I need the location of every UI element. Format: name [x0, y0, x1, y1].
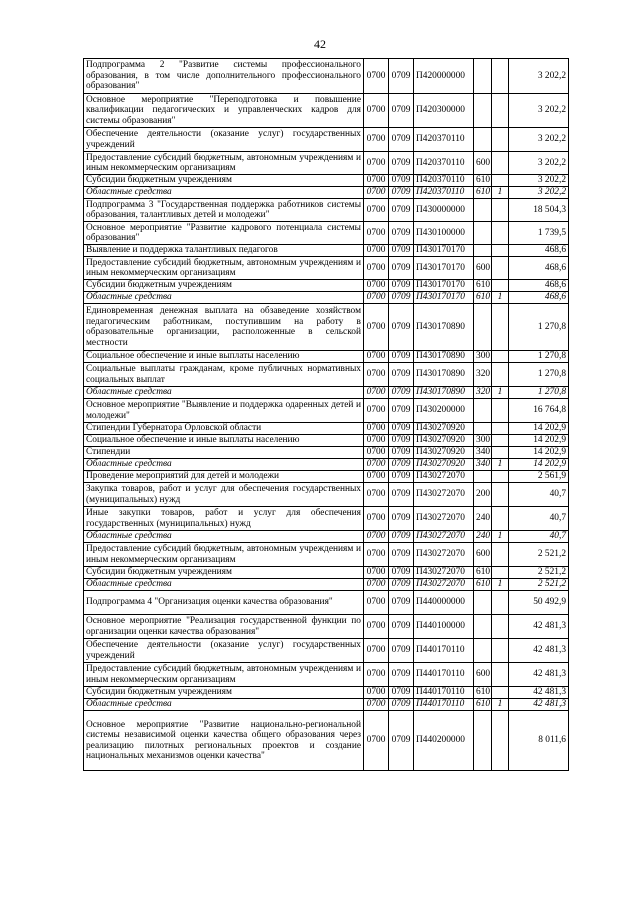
amount: 40,7	[509, 531, 569, 543]
subsection-code: 0709	[389, 59, 414, 94]
table-row	[84, 59, 569, 94]
table-row	[84, 591, 569, 615]
section-code: 0700	[364, 447, 389, 459]
page-number: 42	[314, 37, 326, 51]
target-article-code: П430170170	[414, 292, 474, 304]
table-row	[84, 639, 569, 663]
amount: 2 521,2	[509, 567, 569, 579]
row-name: Областные средства	[84, 187, 364, 199]
target-article-code: П440170110	[414, 663, 474, 687]
section-code: 0700	[364, 639, 389, 663]
target-article-code: П430170890	[414, 351, 474, 363]
table-row	[84, 152, 569, 175]
row-name: Иные закупки товаров, работ и услуг для обеспечения государственных (муниципальных) нужд	[84, 507, 364, 531]
target-article-code: П430270920	[414, 459, 474, 471]
row-name: Основное мероприятие "Выявление и поддержка одаренных детей и молодежи"	[84, 399, 364, 423]
subsection-code: 0709	[389, 280, 414, 292]
expense-type-code: 340	[474, 459, 492, 471]
section-code: 0700	[364, 399, 389, 423]
target-article-code: П420000000	[414, 59, 474, 94]
funding-source-code: 1	[492, 531, 509, 543]
expense-type-code: 320	[474, 363, 492, 387]
expense-type-code	[474, 591, 492, 615]
expense-type-code	[474, 304, 492, 351]
target-article-code: П430272070	[414, 543, 474, 567]
subsection-code: 0709	[389, 435, 414, 447]
funding-source-code	[492, 711, 509, 771]
subsection-code: 0709	[389, 351, 414, 363]
funding-source-code	[492, 304, 509, 351]
expense-type-code	[474, 399, 492, 423]
funding-source-code: 1	[492, 387, 509, 399]
amount: 42 481,3	[509, 615, 569, 639]
subsection-code: 0709	[389, 579, 414, 591]
subsection-code: 0709	[389, 615, 414, 639]
section-code: 0700	[364, 471, 389, 483]
row-name: Обеспечение деятельности (оказание услуг) государственных учреждений	[84, 128, 364, 152]
funding-source-code: 1	[492, 699, 509, 711]
row-name: Областные средства	[84, 531, 364, 543]
amount: 468,6	[509, 257, 569, 280]
table-row	[84, 280, 569, 292]
row-name: Областные средства	[84, 459, 364, 471]
table-row	[84, 292, 569, 304]
section-code: 0700	[364, 423, 389, 435]
row-name: Субсидии бюджетным учреждениям	[84, 280, 364, 292]
expense-type-code	[474, 711, 492, 771]
section-code: 0700	[364, 615, 389, 639]
target-article-code: П440170110	[414, 687, 474, 699]
funding-source-code	[492, 351, 509, 363]
subsection-code: 0709	[389, 423, 414, 435]
target-article-code: П440000000	[414, 591, 474, 615]
expense-type-code	[474, 615, 492, 639]
amount: 42 481,3	[509, 663, 569, 687]
row-name: Предоставление субсидий бюджетным, автономным учреждениям и иным некоммерческим организациям	[84, 663, 364, 687]
funding-source-code	[492, 423, 509, 435]
subsection-code: 0709	[389, 304, 414, 351]
section-code: 0700	[364, 579, 389, 591]
funding-source-code	[492, 615, 509, 639]
row-name: Основное мероприятие "Развитие кадрового потенциала системы образования"	[84, 222, 364, 245]
expense-type-code: 610	[474, 292, 492, 304]
subsection-code: 0709	[389, 199, 414, 222]
funding-source-code	[492, 591, 509, 615]
section-code: 0700	[364, 663, 389, 687]
section-code: 0700	[364, 280, 389, 292]
section-code: 0700	[364, 351, 389, 363]
target-article-code: П440170110	[414, 699, 474, 711]
row-name: Субсидии бюджетным учреждениям	[84, 567, 364, 579]
subsection-code: 0709	[389, 94, 414, 128]
table-row	[84, 222, 569, 245]
table-row	[84, 531, 569, 543]
row-name: Выявление и поддержка талантливых педагогов	[84, 245, 364, 257]
target-article-code: П430272070	[414, 567, 474, 579]
amount: 3 202,2	[509, 94, 569, 128]
funding-source-code: 1	[492, 187, 509, 199]
section-code: 0700	[364, 175, 389, 187]
table-row	[84, 245, 569, 257]
subsection-code: 0709	[389, 152, 414, 175]
table-row	[84, 128, 569, 152]
expense-type-code: 600	[474, 663, 492, 687]
section-code: 0700	[364, 257, 389, 280]
section-code: 0700	[364, 483, 389, 507]
row-name: Субсидии бюджетным учреждениям	[84, 687, 364, 699]
section-code: 0700	[364, 94, 389, 128]
funding-source-code: 1	[492, 459, 509, 471]
target-article-code: П440100000	[414, 615, 474, 639]
subsection-code: 0709	[389, 543, 414, 567]
budget-table	[83, 58, 569, 771]
expense-type-code	[474, 471, 492, 483]
funding-source-code	[492, 447, 509, 459]
funding-source-code	[492, 639, 509, 663]
amount: 3 202,2	[509, 187, 569, 199]
expense-type-code	[474, 222, 492, 245]
table-row	[84, 483, 569, 507]
table-row	[84, 423, 569, 435]
table-row	[84, 711, 569, 771]
section-code: 0700	[364, 387, 389, 399]
subsection-code: 0709	[389, 531, 414, 543]
expense-type-code: 610	[474, 187, 492, 199]
table-row	[84, 175, 569, 187]
row-name: Социальные выплаты гражданам, кроме публичных нормативных социальных выплат	[84, 363, 364, 387]
subsection-code: 0709	[389, 387, 414, 399]
target-article-code: П430272070	[414, 507, 474, 531]
funding-source-code	[492, 199, 509, 222]
target-article-code: П430270920	[414, 435, 474, 447]
expense-type-code	[474, 245, 492, 257]
subsection-code: 0709	[389, 711, 414, 771]
expense-type-code	[474, 94, 492, 128]
row-name: Субсидии бюджетным учреждениям	[84, 175, 364, 187]
table-row	[84, 699, 569, 711]
amount: 3 202,2	[509, 152, 569, 175]
amount: 14 202,9	[509, 423, 569, 435]
amount: 2 521,2	[509, 543, 569, 567]
table-row	[84, 435, 569, 447]
table-row	[84, 187, 569, 199]
section-code: 0700	[364, 711, 389, 771]
table-row	[84, 94, 569, 128]
table-row	[84, 387, 569, 399]
subsection-code: 0709	[389, 257, 414, 280]
amount: 42 481,3	[509, 699, 569, 711]
table-row	[84, 567, 569, 579]
subsection-code: 0709	[389, 245, 414, 257]
amount: 50 492,9	[509, 591, 569, 615]
section-code: 0700	[364, 699, 389, 711]
row-name: Основное мероприятие "Развитие национально-региональной системы независимой оценки качества общего образования через реализацию пилотных региональных проектов и создание национальных механизмов оценки качества"	[84, 711, 364, 771]
amount: 2 521,2	[509, 579, 569, 591]
target-article-code: П430200000	[414, 399, 474, 423]
section-code: 0700	[364, 687, 389, 699]
expense-type-code: 240	[474, 507, 492, 531]
funding-source-code	[492, 128, 509, 152]
section-code: 0700	[364, 459, 389, 471]
funding-source-code	[492, 543, 509, 567]
amount: 14 202,9	[509, 447, 569, 459]
row-name: Закупка товаров, работ и услуг для обеспечения государственных (муниципальных) нужд	[84, 483, 364, 507]
table-row	[84, 257, 569, 280]
expense-type-code: 610	[474, 280, 492, 292]
row-name: Обеспечение деятельности (оказание услуг) государственных учреждений	[84, 639, 364, 663]
expense-type-code: 320	[474, 387, 492, 399]
section-code: 0700	[364, 507, 389, 531]
funding-source-code	[492, 483, 509, 507]
target-article-code: П430270920	[414, 447, 474, 459]
expense-type-code: 600	[474, 152, 492, 175]
target-article-code: П430170170	[414, 257, 474, 280]
subsection-code: 0709	[389, 447, 414, 459]
funding-source-code: 1	[492, 579, 509, 591]
subsection-code: 0709	[389, 292, 414, 304]
row-name: Подпрограмма 3 "Государственная поддержка работников системы образования, талантливых детей и молодежи"	[84, 199, 364, 222]
table-row	[84, 579, 569, 591]
expense-type-code: 240	[474, 531, 492, 543]
subsection-code: 0709	[389, 507, 414, 531]
section-code: 0700	[364, 435, 389, 447]
section-code: 0700	[364, 567, 389, 579]
section-code: 0700	[364, 128, 389, 152]
funding-source-code	[492, 687, 509, 699]
table-row	[84, 507, 569, 531]
expense-type-code: 610	[474, 579, 492, 591]
subsection-code: 0709	[389, 639, 414, 663]
funding-source-code	[492, 152, 509, 175]
row-name: Социальное обеспечение и иные выплаты населению	[84, 435, 364, 447]
amount: 3 202,2	[509, 128, 569, 152]
amount: 18 504,3	[509, 199, 569, 222]
target-article-code: П420370110	[414, 175, 474, 187]
amount: 1 270,8	[509, 387, 569, 399]
funding-source-code	[492, 222, 509, 245]
funding-source-code	[492, 399, 509, 423]
subsection-code: 0709	[389, 128, 414, 152]
table-row	[84, 399, 569, 423]
table-row	[84, 663, 569, 687]
expense-type-code: 610	[474, 687, 492, 699]
amount: 3 202,2	[509, 59, 569, 94]
subsection-code: 0709	[389, 363, 414, 387]
funding-source-code	[492, 363, 509, 387]
section-code: 0700	[364, 363, 389, 387]
funding-source-code	[492, 257, 509, 280]
expense-type-code: 610	[474, 567, 492, 579]
funding-source-code	[492, 245, 509, 257]
target-article-code: П430272070	[414, 531, 474, 543]
section-code: 0700	[364, 531, 389, 543]
target-article-code: П430272070	[414, 579, 474, 591]
row-name: Областные средства	[84, 579, 364, 591]
target-article-code: П440170110	[414, 639, 474, 663]
subsection-code: 0709	[389, 567, 414, 579]
target-article-code: П430170170	[414, 280, 474, 292]
amount: 468,6	[509, 292, 569, 304]
section-code: 0700	[364, 59, 389, 94]
target-article-code: П430170170	[414, 245, 474, 257]
subsection-code: 0709	[389, 399, 414, 423]
funding-source-code	[492, 507, 509, 531]
target-article-code: П430100000	[414, 222, 474, 245]
amount: 8 011,6	[509, 711, 569, 771]
expense-type-code: 300	[474, 351, 492, 363]
amount: 40,7	[509, 507, 569, 531]
amount: 42 481,3	[509, 639, 569, 663]
expense-type-code	[474, 59, 492, 94]
section-code: 0700	[364, 304, 389, 351]
table-row	[84, 543, 569, 567]
expense-type-code: 610	[474, 699, 492, 711]
expense-type-code: 600	[474, 257, 492, 280]
subsection-code: 0709	[389, 459, 414, 471]
amount: 1 270,8	[509, 351, 569, 363]
subsection-code: 0709	[389, 471, 414, 483]
row-name: Подпрограмма 2 "Развитие системы профессионального образования, в том числе дополнительного профессионального образования"	[84, 59, 364, 94]
table-row	[84, 351, 569, 363]
section-code: 0700	[364, 245, 389, 257]
target-article-code: П430170890	[414, 387, 474, 399]
subsection-code: 0709	[389, 483, 414, 507]
funding-source-code	[492, 59, 509, 94]
expense-type-code: 340	[474, 447, 492, 459]
funding-source-code	[492, 663, 509, 687]
amount: 2 561,9	[509, 471, 569, 483]
table-row	[84, 471, 569, 483]
amount: 14 202,9	[509, 435, 569, 447]
target-article-code: П430170890	[414, 304, 474, 351]
amount: 1 270,8	[509, 363, 569, 387]
subsection-code: 0709	[389, 591, 414, 615]
expense-type-code	[474, 199, 492, 222]
expense-type-code: 610	[474, 175, 492, 187]
funding-source-code	[492, 435, 509, 447]
subsection-code: 0709	[389, 175, 414, 187]
section-code: 0700	[364, 199, 389, 222]
subsection-code: 0709	[389, 687, 414, 699]
row-name: Областные средства	[84, 699, 364, 711]
row-name: Стипендии Губернатора Орловской области	[84, 423, 364, 435]
amount: 40,7	[509, 483, 569, 507]
row-name: Областные средства	[84, 387, 364, 399]
table-row	[84, 304, 569, 351]
row-name: Предоставление субсидий бюджетным, автономным учреждениям и иным некоммерческим организациям	[84, 543, 364, 567]
target-article-code: П420370110	[414, 128, 474, 152]
row-name: Основное мероприятие "Реализация государственной функции по организации оценки качества образования"	[84, 615, 364, 639]
section-code: 0700	[364, 543, 389, 567]
funding-source-code	[492, 280, 509, 292]
funding-source-code	[492, 94, 509, 128]
target-article-code: П430270920	[414, 423, 474, 435]
amount: 16 764,8	[509, 399, 569, 423]
row-name: Социальное обеспечение и иные выплаты населению	[84, 351, 364, 363]
row-name: Основное мероприятие "Переподготовка и повышение квалификации педагогических и управленческих кадров для системы образования"	[84, 94, 364, 128]
row-name: Единовременная денежная выплата на обзаведение хозяйством педагогическим работникам, поступившим на работу в образовательные организации, расположенные в сельской местности	[84, 304, 364, 351]
row-name: Областные средства	[84, 292, 364, 304]
row-name: Предоставление субсидий бюджетным, автономным учреждениям и иным некоммерческим организациям	[84, 257, 364, 280]
row-name: Подпрограмма 4 "Организация оценки качества образования"	[84, 591, 364, 615]
subsection-code: 0709	[389, 699, 414, 711]
funding-source-code: 1	[492, 292, 509, 304]
budget-table-body	[84, 59, 569, 771]
section-code: 0700	[364, 222, 389, 245]
amount: 1 270,8	[509, 304, 569, 351]
target-article-code: П430272070	[414, 483, 474, 507]
subsection-code: 0709	[389, 663, 414, 687]
amount: 14 202,9	[509, 459, 569, 471]
expense-type-code	[474, 639, 492, 663]
amount: 1 739,5	[509, 222, 569, 245]
amount: 3 202,2	[509, 175, 569, 187]
funding-source-code	[492, 175, 509, 187]
target-article-code: П430000000	[414, 199, 474, 222]
funding-source-code	[492, 471, 509, 483]
target-article-code: П420300000	[414, 94, 474, 128]
section-code: 0700	[364, 187, 389, 199]
table-row	[84, 199, 569, 222]
funding-source-code	[492, 567, 509, 579]
expense-type-code: 200	[474, 483, 492, 507]
target-article-code: П430170890	[414, 363, 474, 387]
table-row	[84, 363, 569, 387]
table-row	[84, 687, 569, 699]
table-row	[84, 447, 569, 459]
amount: 42 481,3	[509, 687, 569, 699]
section-code: 0700	[364, 292, 389, 304]
subsection-code: 0709	[389, 222, 414, 245]
table-row	[84, 459, 569, 471]
table-row	[84, 615, 569, 639]
expense-type-code	[474, 128, 492, 152]
amount: 468,6	[509, 245, 569, 257]
section-code: 0700	[364, 591, 389, 615]
expense-type-code: 300	[474, 435, 492, 447]
row-name: Проведение мероприятий для детей и молодежи	[84, 471, 364, 483]
row-name: Стипендии	[84, 447, 364, 459]
expense-type-code	[474, 423, 492, 435]
expense-type-code: 600	[474, 543, 492, 567]
row-name: Предоставление субсидий бюджетным, автономным учреждениям и иным некоммерческим организациям	[84, 152, 364, 175]
amount: 468,6	[509, 280, 569, 292]
target-article-code: П430272070	[414, 471, 474, 483]
subsection-code: 0709	[389, 187, 414, 199]
target-article-code: П420370110	[414, 152, 474, 175]
target-article-code: П420370110	[414, 187, 474, 199]
target-article-code: П440200000	[414, 711, 474, 771]
section-code: 0700	[364, 152, 389, 175]
